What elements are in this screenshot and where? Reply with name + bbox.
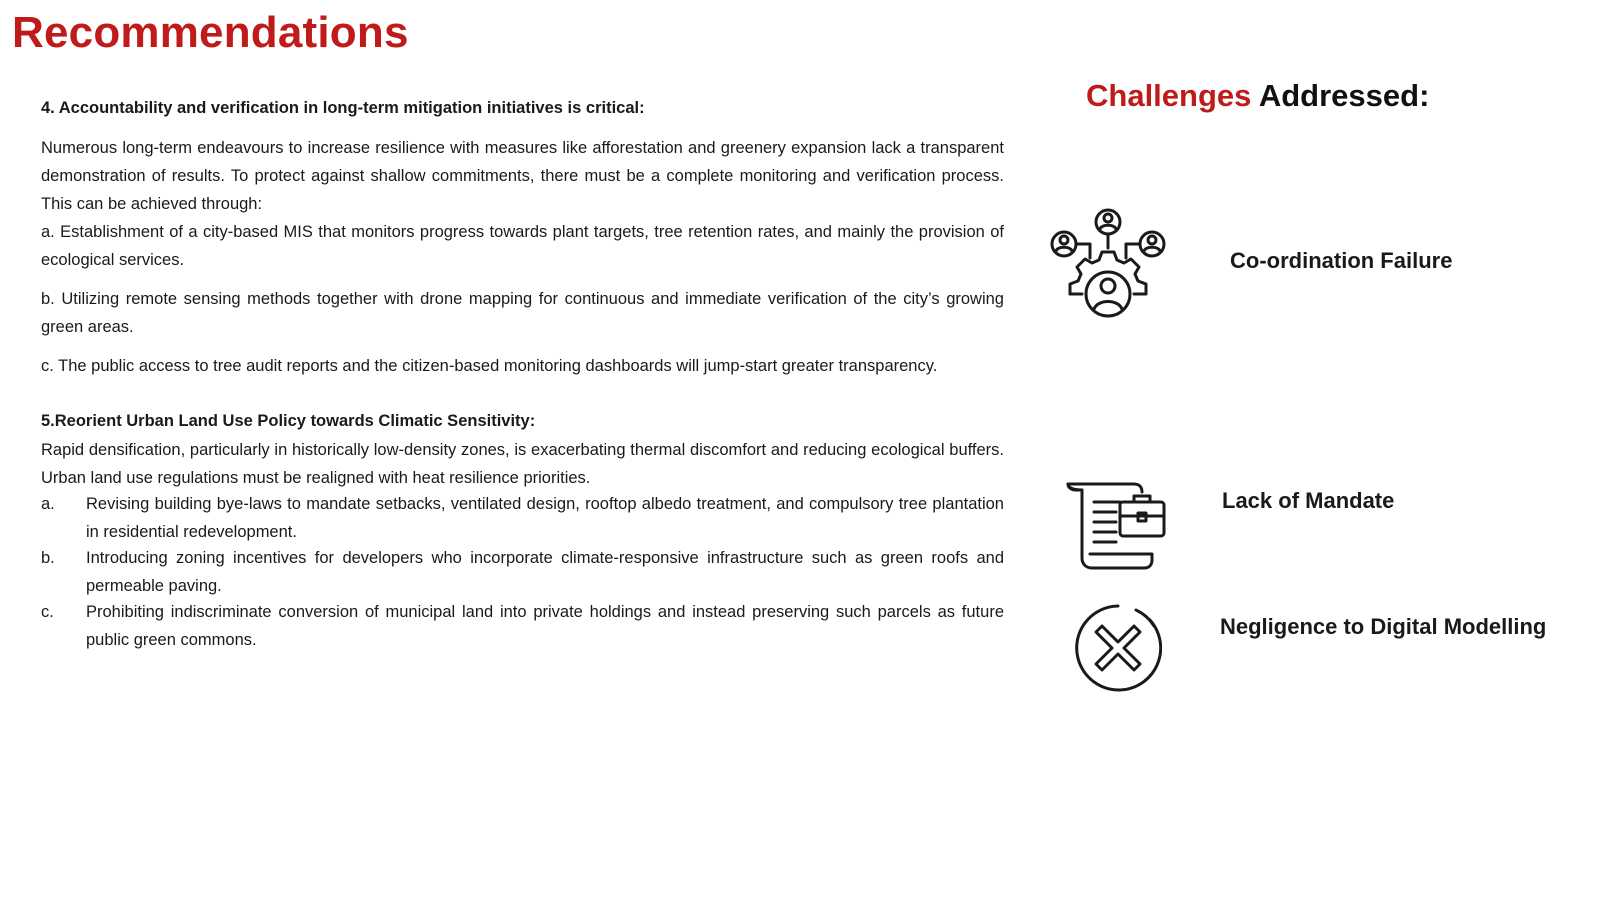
scroll-briefcase-icon [1064, 480, 1170, 570]
challenge-label-coordination: Co-ordination Failure [1230, 248, 1453, 273]
section-5-list [41, 490, 1004, 654]
section-4-heading: 4. Accountability and verification in long-term mitigation initiatives is critical: [41, 99, 645, 117]
section-4-intro: Numerous long-term endeavours to increase resilience with measures like afforestation and greenery expansion lack a transparent demonstration of results. To protect against shallow commitments, there must be a complete monitoring and verification process. This can be achieved through: [41, 139, 1004, 213]
list-text: Introducing zoning incentives for developers who incorporate climate-responsive infrastructure such as green roofs and permeable paving. [86, 549, 1004, 595]
recommendations-body [41, 94, 1004, 654]
list-marker: a. [41, 495, 55, 513]
list-item [41, 544, 1004, 600]
list-text: Revising building bye-laws to mandate setbacks, ventilated design, rooftop albedo treatment, and compulsory tree plantation in residential redevelopment. [86, 495, 1004, 541]
challenges-title [1086, 78, 1429, 114]
page-title: Recommendations [12, 8, 409, 57]
list-item [41, 598, 1004, 654]
challenge-label-mandate: Lack of Mandate [1222, 488, 1395, 513]
list-marker: c. [41, 603, 54, 621]
challenge-label-digital-modelling: Negligence to Digital Modelling [1220, 614, 1547, 639]
x-circle-icon [1074, 604, 1162, 692]
section-4-point-c: c. The public access to tree audit reports and the citizen-based monitoring dashboards will jump-start greater transparency. [41, 357, 938, 375]
coordination-network-icon [1048, 208, 1168, 324]
list-marker: b. [41, 549, 55, 567]
challenges-title-red: Challenges [1086, 78, 1252, 113]
section-5-intro: Rapid densification, particularly in historically low-density zones, is exacerbating thermal discomfort and reducing ecological buffers. Urban land use regulations must be realigned with heat resilience priorities. [41, 441, 1004, 487]
list-item [41, 490, 1004, 546]
challenges-title-black: Addressed: [1258, 78, 1430, 113]
section-5-heading: 5.Reorient Urban Land Use Policy towards Climatic Sensitivity: [41, 412, 536, 430]
section-4-point-b: b. Utilizing remote sensing methods together with drone mapping for continuous and immediate verification of the city’s growing green areas. [41, 290, 1004, 336]
section-5 [41, 406, 1004, 654]
list-text: Prohibiting indiscriminate conversion of municipal land into private holdings and instead preserving such parcels as future public green commons. [86, 603, 1004, 649]
section-4-point-a: a. Establishment of a city-based MIS that monitors progress towards plant targets, tree retention rates, and mainly the provision of ecological services. [41, 223, 1004, 269]
